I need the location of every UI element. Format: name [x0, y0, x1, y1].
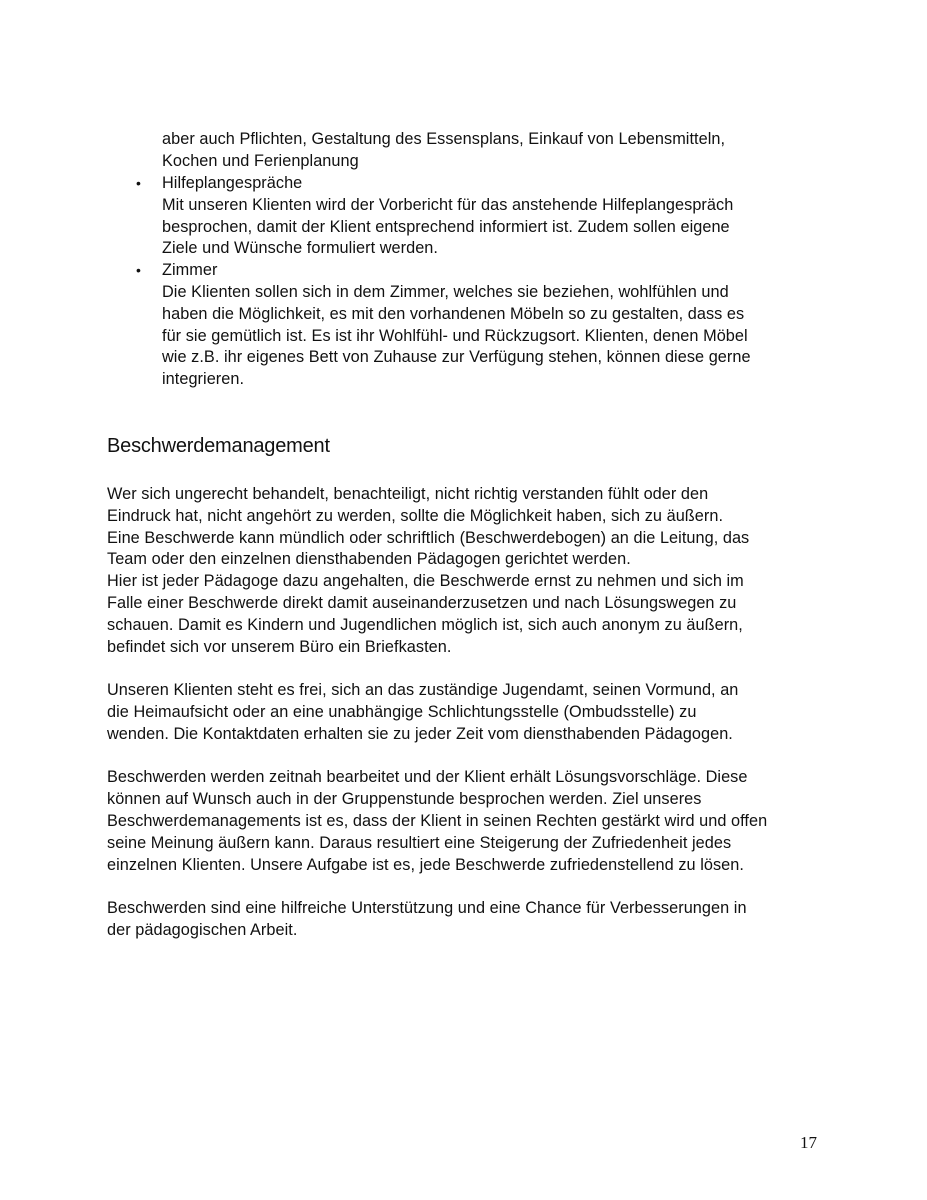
- text-line: befindet sich vor unserem Büro ein Briefkasten.: [107, 637, 452, 656]
- list-item-title: Hilfeplangespräche: [162, 174, 303, 192]
- page-number: 17: [800, 1133, 817, 1152]
- paragraph: [107, 767, 867, 876]
- list-item-title: Zimmer: [162, 261, 218, 280]
- list-continuation-text: [162, 129, 725, 173]
- list-item-hilfeplangespraeche: [0, 173, 927, 260]
- text-line: Beschwerden werden zeitnah bearbeitet und der Klient erhält Lösungsvorschläge. Diese: [107, 768, 748, 787]
- text-line: haben die Möglichkeit, es mit den vorhandenen Möbeln so zu gestalten, dass es: [162, 304, 745, 323]
- text-line: besprochen, damit der Klient entsprechend informiert ist. Zudem sollen eigene: [162, 217, 730, 236]
- text-line: Die Klienten sollen sich in dem Zimmer, welches sie beziehen, wohlfühlen und: [162, 282, 729, 301]
- paragraph: [107, 484, 867, 658]
- text-line: aber auch Pflichten, Gestaltung des Essensplans, Einkauf von Lebensmitteln,: [162, 130, 726, 148]
- text-line: Beschwerden sind eine hilfreiche Unterstützung und eine Chance für Verbesserungen in: [107, 899, 747, 918]
- text-line: seine Meinung äußern kann. Daraus resultiert eine Steigerung der Zufriedenheit jedes: [107, 833, 732, 852]
- section-heading: Beschwerdemanagement: [107, 435, 330, 457]
- paragraph: [107, 898, 867, 942]
- text-line: Unseren Klienten steht es frei, sich an das zuständige Jugendamt, seinen Vormund, an: [107, 681, 739, 700]
- list-item-body: [162, 260, 927, 391]
- text-line: einzelnen Klienten. Unsere Aufgabe ist es, jede Beschwerde zufriedenstellend zu lösen.: [107, 855, 744, 874]
- bullet-list: [0, 173, 927, 391]
- text-line: Eindruck hat, nicht angehört zu werden, sollte die Möglichkeit haben, sich zu äußern.: [107, 506, 724, 525]
- bullet-icon: •: [136, 262, 141, 279]
- text-line: Falle einer Beschwerde direkt damit auseinanderzusetzen und nach Lösungswegen zu: [107, 593, 737, 612]
- text-line: Eine Beschwerde kann mündlich oder schriftlich (Beschwerdebogen) an die Leitung, das: [107, 528, 750, 547]
- text-line: Mit unseren Klienten wird der Vorbericht für das anstehende Hilfeplangespräch: [162, 195, 734, 214]
- bullet-icon: •: [136, 175, 141, 191]
- text-line: Ziele und Wünsche formuliert werden.: [162, 239, 438, 258]
- text-line: die Heimaufsicht oder an eine unabhängige Schlichtungsstelle (Ombudsstelle) zu: [107, 702, 697, 721]
- text-line: wenden. Die Kontaktdaten erhalten sie zu jeder Zeit vom diensthabenden Pädagogen.: [107, 724, 733, 743]
- text-line: Wer sich ungerecht behandelt, benachteiligt, nicht richtig verstanden fühlt oder den: [107, 485, 709, 503]
- text-line: integrieren.: [162, 370, 245, 389]
- text-line: der pädagogischen Arbeit.: [107, 920, 298, 939]
- list-item-zimmer: [0, 260, 927, 391]
- list-item-body: [162, 173, 927, 260]
- text-line: können auf Wunsch auch in der Gruppenstunde besprochen werden. Ziel unseres: [107, 790, 702, 809]
- text-line: Beschwerdemanagements ist es, dass der Klient in seinen Rechten gestärkt wird und offen: [107, 811, 768, 830]
- text-line: Team oder den einzelnen diensthabenden Pädagogen gerichtet werden.: [107, 550, 631, 569]
- text-line: schauen. Damit es Kindern und Jugendlichen möglich ist, sich auch anonym zu äußern,: [107, 615, 743, 634]
- section-body: [107, 484, 867, 964]
- text-line: Hier ist jeder Pädagoge dazu angehalten, die Beschwerde ernst zu nehmen und sich im: [107, 572, 744, 591]
- text-line: wie z.B. ihr eigenes Bett von Zuhause zur Verfügung stehen, können diese gerne: [162, 348, 751, 367]
- text-line: für sie gemütlich ist. Es ist ihr Wohlfühl- und Rückzugsort. Klienten, denen Möbel: [162, 326, 748, 345]
- text-line: Kochen und Ferienplanung: [162, 151, 359, 170]
- paragraph: [107, 680, 867, 745]
